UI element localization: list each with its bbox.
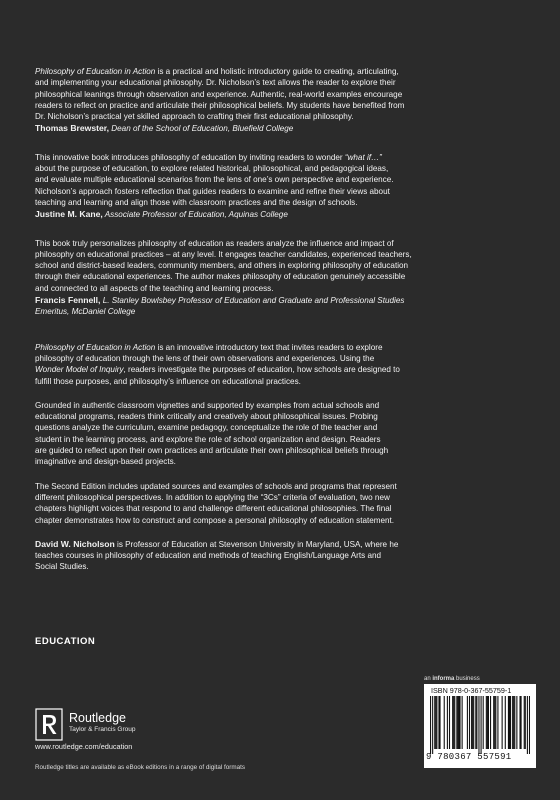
author-line: teaches courses in philosophy of education and methods of teaching English/Language Arts and	[35, 551, 382, 561]
review-line: about the purpose of education, to explore related historical, philosophical, and pedagogical ideas,	[35, 164, 389, 174]
reviewer-name: Francis Fennell,	[35, 295, 101, 306]
publisher-url[interactable]: www.routledge.com/education	[35, 742, 133, 751]
barcode-bar	[487, 696, 488, 749]
review-1	[35, 66, 520, 135]
author-line: Social Studies.	[35, 562, 89, 572]
barcode-bar	[471, 696, 472, 749]
description-line: different philosophical perspectives. In addition to applying the “3Cs” criteria of evaluation, two new	[35, 492, 390, 502]
barcode-bar	[473, 696, 474, 749]
barcode-bar	[514, 696, 515, 749]
author-line: David W. Nicholson is Professor of Education at Stevenson University in Maryland, USA, where he	[35, 538, 399, 549]
description-line: Grounded in authentic classroom vignettes and supported by examples from actual schools and	[35, 400, 380, 410]
review-line: This book truly personalizes philosophy of education as readers analyze the influence and impact of	[35, 238, 394, 248]
description-line: imaginative and design-based projects.	[35, 457, 176, 467]
review-line: through their educational experiences. The author makes philosophy of education genuinely accessible	[35, 272, 406, 282]
description-line: chapter demonstrates how to construct and compose a personal philosophy of education statement.	[35, 515, 395, 525]
review-2-attribution	[35, 209, 520, 220]
barcode-bar	[521, 696, 522, 749]
barcode-bar	[453, 696, 454, 749]
barcode-bar	[430, 696, 431, 754]
review-line: Philosophy of Education in Action is a practical and holistic introductory guide to creating, articulating,	[35, 67, 399, 76]
barcode-bar	[488, 696, 489, 749]
barcode-bar	[444, 696, 445, 749]
barcode-bar	[493, 696, 494, 749]
review-3-attribution	[35, 295, 520, 318]
reviewer-title: L. Stanley Bowlsbey Professor of Education and Graduate and Professional Studies	[100, 296, 405, 306]
review-line: philosophy on educational practices – at any level. It engages teacher candidates, experienced teachers,	[35, 249, 412, 259]
review-3	[35, 238, 520, 318]
review-3-text	[35, 238, 520, 294]
barcode-bar	[458, 696, 459, 749]
routledge-logo-icon	[35, 708, 63, 741]
barcode-bar	[502, 696, 503, 749]
subject-category: EDUCATION	[35, 636, 96, 647]
review-1-text	[35, 66, 520, 122]
isbn-barcode	[424, 684, 536, 768]
publisher-group: Taylor & Francis Group	[69, 726, 136, 733]
publisher-wordmark	[69, 712, 135, 734]
description-line: Philosophy of Education in Action is an innovative introductory text that invites readers to explore	[35, 342, 383, 352]
barcode-bar	[529, 696, 530, 754]
barcode-digits: 9 780367 557591	[426, 752, 512, 762]
barcode-bar	[435, 696, 436, 749]
description-line: educational programs, readers think critically and creatively about philosophical issues. Probing	[35, 412, 378, 422]
barcode-bar	[527, 696, 528, 754]
barcode-bars	[430, 696, 530, 754]
description-line: questions analyze the curriculum, examine pedagogy, conceptualize the role of the teacher and	[35, 423, 378, 433]
review-line: school and district-based leaders, community members, and others in exploring philosophy of education	[35, 261, 409, 271]
barcode-bar	[512, 696, 513, 749]
ebook-note: Routledge titles are available as eBook editions in a range of digital formats	[35, 764, 246, 771]
review-1-attribution	[35, 123, 520, 134]
description-line: chapters highlight voices that respond to and challenge different educational philosophies. The final	[35, 504, 392, 514]
barcode-bar	[494, 696, 495, 749]
review-2	[35, 152, 520, 221]
barcode-bar	[436, 696, 437, 749]
barcode-bar	[481, 696, 482, 754]
barcode-bar	[456, 696, 457, 749]
review-line: philosophical leanings through observation and experience. Authentic, real-world examples encourage	[35, 89, 403, 99]
review-line: This innovative book introduces philosophy of education by inviting readers to wonder “what if…”	[35, 152, 382, 162]
barcode-bar	[519, 696, 520, 749]
barcode-bar	[452, 696, 453, 749]
review-line: and connected to all aspects of the teaching and learning process.	[35, 283, 274, 293]
description-line: student in the learning process, and explore the role of school organization and design. Readers	[35, 434, 381, 444]
barcode-bar	[454, 696, 455, 749]
cover-text	[35, 66, 520, 573]
review-line: and implementing your educational philosophy. Dr. Nicholson’s text allows the reader to explore their	[35, 78, 396, 88]
description-paragraph-3	[35, 481, 520, 526]
barcode-bar	[462, 696, 463, 749]
barcode-bar	[467, 696, 468, 749]
review-line: and evaluate multiple educational scenarios from the lens of one’s own perspective and experience.	[35, 175, 394, 185]
description-line: The Second Edition includes updated sources and examples of schools and programs that represent	[35, 481, 397, 491]
description-paragraph-2	[35, 400, 520, 468]
barcode-bar	[486, 696, 487, 749]
informa-tagline: an informa business	[424, 676, 480, 682]
barcode-bar	[490, 696, 491, 749]
reviewer-title-continued: Emeritus, McDaniel College	[35, 307, 136, 317]
barcode-bar	[483, 696, 484, 749]
barcode-bar	[476, 696, 477, 749]
review-line: Dr. Nicholson’s practical yet skilled approach to crafting their first educational philosophy.	[35, 112, 354, 122]
author-name: David W. Nicholson	[35, 538, 115, 549]
barcode-bar	[525, 696, 526, 749]
barcode-bar	[469, 696, 470, 749]
barcode-bar	[516, 696, 517, 749]
reviewer-name: Justine M. Kane,	[35, 209, 103, 220]
barcode-bar	[510, 696, 511, 749]
review-line: teaching and learning and align those with classroom practices and the design of schools.	[35, 197, 358, 207]
review-line: Nicholson’s approach fosters reflection that guides readers to examine and refine their views about	[35, 186, 390, 196]
barcode-bar	[497, 696, 498, 749]
barcode-bar	[449, 696, 450, 749]
barcode-bar	[495, 696, 496, 749]
description-line: philosophy of education through the lens of their own observations and experiences. Using the	[35, 353, 375, 363]
reviewer-name: Thomas Brewster,	[35, 123, 110, 134]
barcode-bar	[457, 696, 458, 749]
barcode-bar	[432, 696, 433, 754]
barcode-bar	[447, 696, 448, 749]
barcode-bar	[505, 696, 506, 749]
barcode-bar	[478, 696, 479, 754]
review-line: readers to reflect on practice and articulate their philosophical beliefs. My students have benefited from	[35, 100, 405, 110]
publisher-name: Routledge	[69, 711, 126, 725]
description-paragraph-1	[35, 342, 520, 387]
reviewer-title: Associate Professor of Education, Aquinas College	[102, 210, 288, 220]
barcode-bar	[475, 696, 476, 749]
description-line: are guided to reflect upon their own practices and articulate their own philosophical beliefs through	[35, 446, 389, 456]
isbn-number: ISBN 978-0-367-55759-1	[431, 686, 512, 695]
description-line: fulfill those purposes, and philosophy’s influence on educational practices.	[35, 376, 301, 386]
barcode-bar	[438, 696, 439, 749]
reviewer-title: Dean of the School of Education, Bluefield College	[109, 124, 294, 134]
barcode-bar	[513, 696, 514, 749]
description-line: Wonder Model of Inquiry, readers investigate the purposes of education, how schools are designed to	[35, 365, 400, 375]
barcode-bar	[459, 696, 460, 749]
barcode-bar	[472, 696, 473, 749]
barcode-bar	[509, 696, 510, 749]
barcode-bar	[434, 696, 435, 749]
review-2-text	[35, 152, 520, 208]
author-bio	[35, 539, 520, 573]
barcode-bar	[524, 696, 525, 749]
barcode-bar	[508, 696, 509, 749]
barcode-bar	[439, 696, 440, 749]
